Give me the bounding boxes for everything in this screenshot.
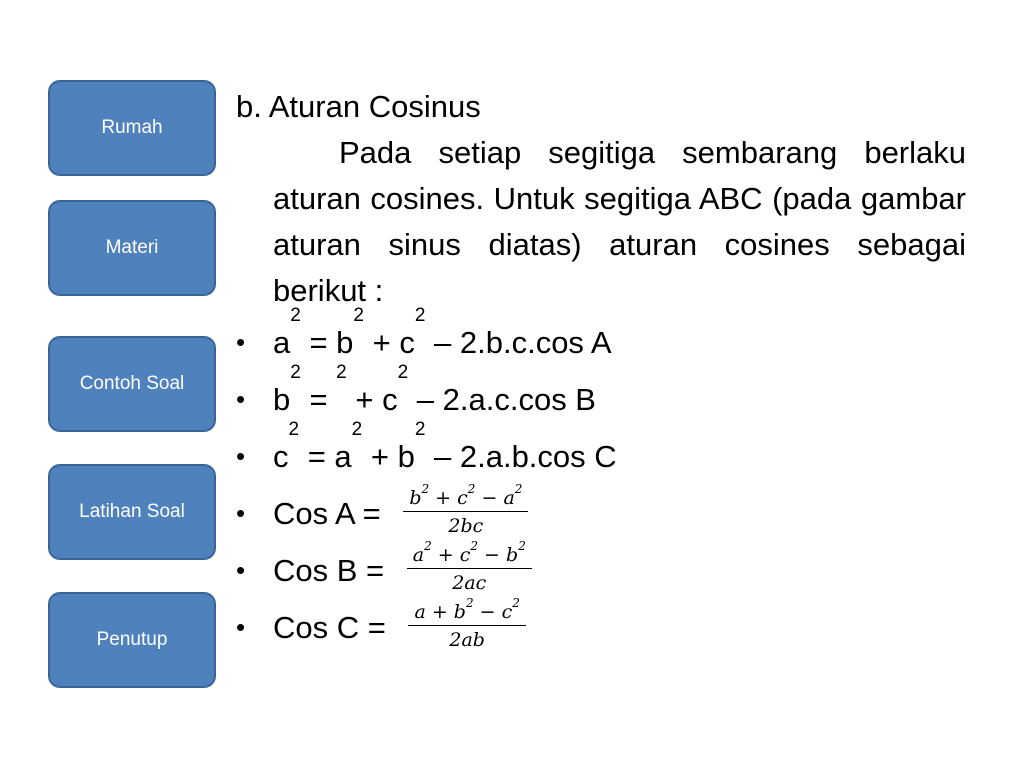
bullet-icon: •	[236, 498, 246, 528]
nav-button-penutup[interactable]	[48, 592, 216, 688]
fraction	[408, 595, 525, 651]
nav-button-label: Penutup	[96, 629, 168, 650]
nav-button-rumah[interactable]	[48, 80, 216, 176]
nav-button-label: Rumah	[101, 117, 163, 138]
bullet-icon: •	[236, 555, 246, 585]
slide-content	[236, 84, 966, 656]
formula-item-a-squared: • $a^2 = b^2 + c^2 - 2.b.c.\cos$ A	[236, 314, 966, 371]
bullet-icon: •	[236, 327, 246, 357]
nav-button-latihan-soal[interactable]	[48, 464, 216, 560]
bullet-icon: •	[236, 384, 246, 414]
bullet-icon: •	[236, 612, 246, 642]
fraction	[403, 481, 528, 537]
nav-button-label: Contoh Soal	[79, 373, 185, 394]
fraction-numerator: $a + b^2 - c^2$	[408, 601, 525, 626]
fraction-denominator: 2bc	[448, 514, 484, 537]
fraction	[407, 538, 532, 594]
bullet-icon: •	[236, 441, 246, 471]
cos-label: Cos A =	[273, 496, 390, 531]
fraction-denominator: 2ac	[452, 571, 487, 594]
nav-button-label: Materi	[105, 237, 159, 258]
nav-button-label: Latihan Soal	[79, 501, 185, 522]
fraction-numerator: $b^2 + c^2 - a^2$	[403, 487, 528, 512]
formula-item-cos-a	[236, 481, 966, 542]
formula-item-cos-b	[236, 538, 966, 599]
formula-item-b-squared: • $b^2 = ^2 + c^2 - 2.a.c.\cos$ B	[236, 371, 966, 428]
nav-button-contoh-soal[interactable]	[48, 336, 216, 432]
intro-paragraph: Pada setiap segitiga sembarang berlaku aturan cosines. Untuk segitiga ABC (pada gambar aturan sinus diatas) aturan cosines sebagai berikut :	[273, 135, 966, 308]
section-heading: b. Aturan Cosinus	[236, 89, 481, 124]
cos-label: Cos C =	[273, 610, 395, 645]
formula-list	[236, 305, 966, 656]
cos-label: Cos B =	[273, 553, 393, 588]
formula-item-c-squared: • $c^2 = a^2 + b^2 - 2.a.b.\cos$ C	[236, 428, 966, 485]
nav-button-materi[interactable]	[48, 200, 216, 296]
fraction-denominator: 2ab	[449, 628, 485, 651]
formula-item-cos-c	[236, 595, 966, 656]
fraction-numerator: $a^2 + c^2 - b^2$	[407, 544, 532, 569]
